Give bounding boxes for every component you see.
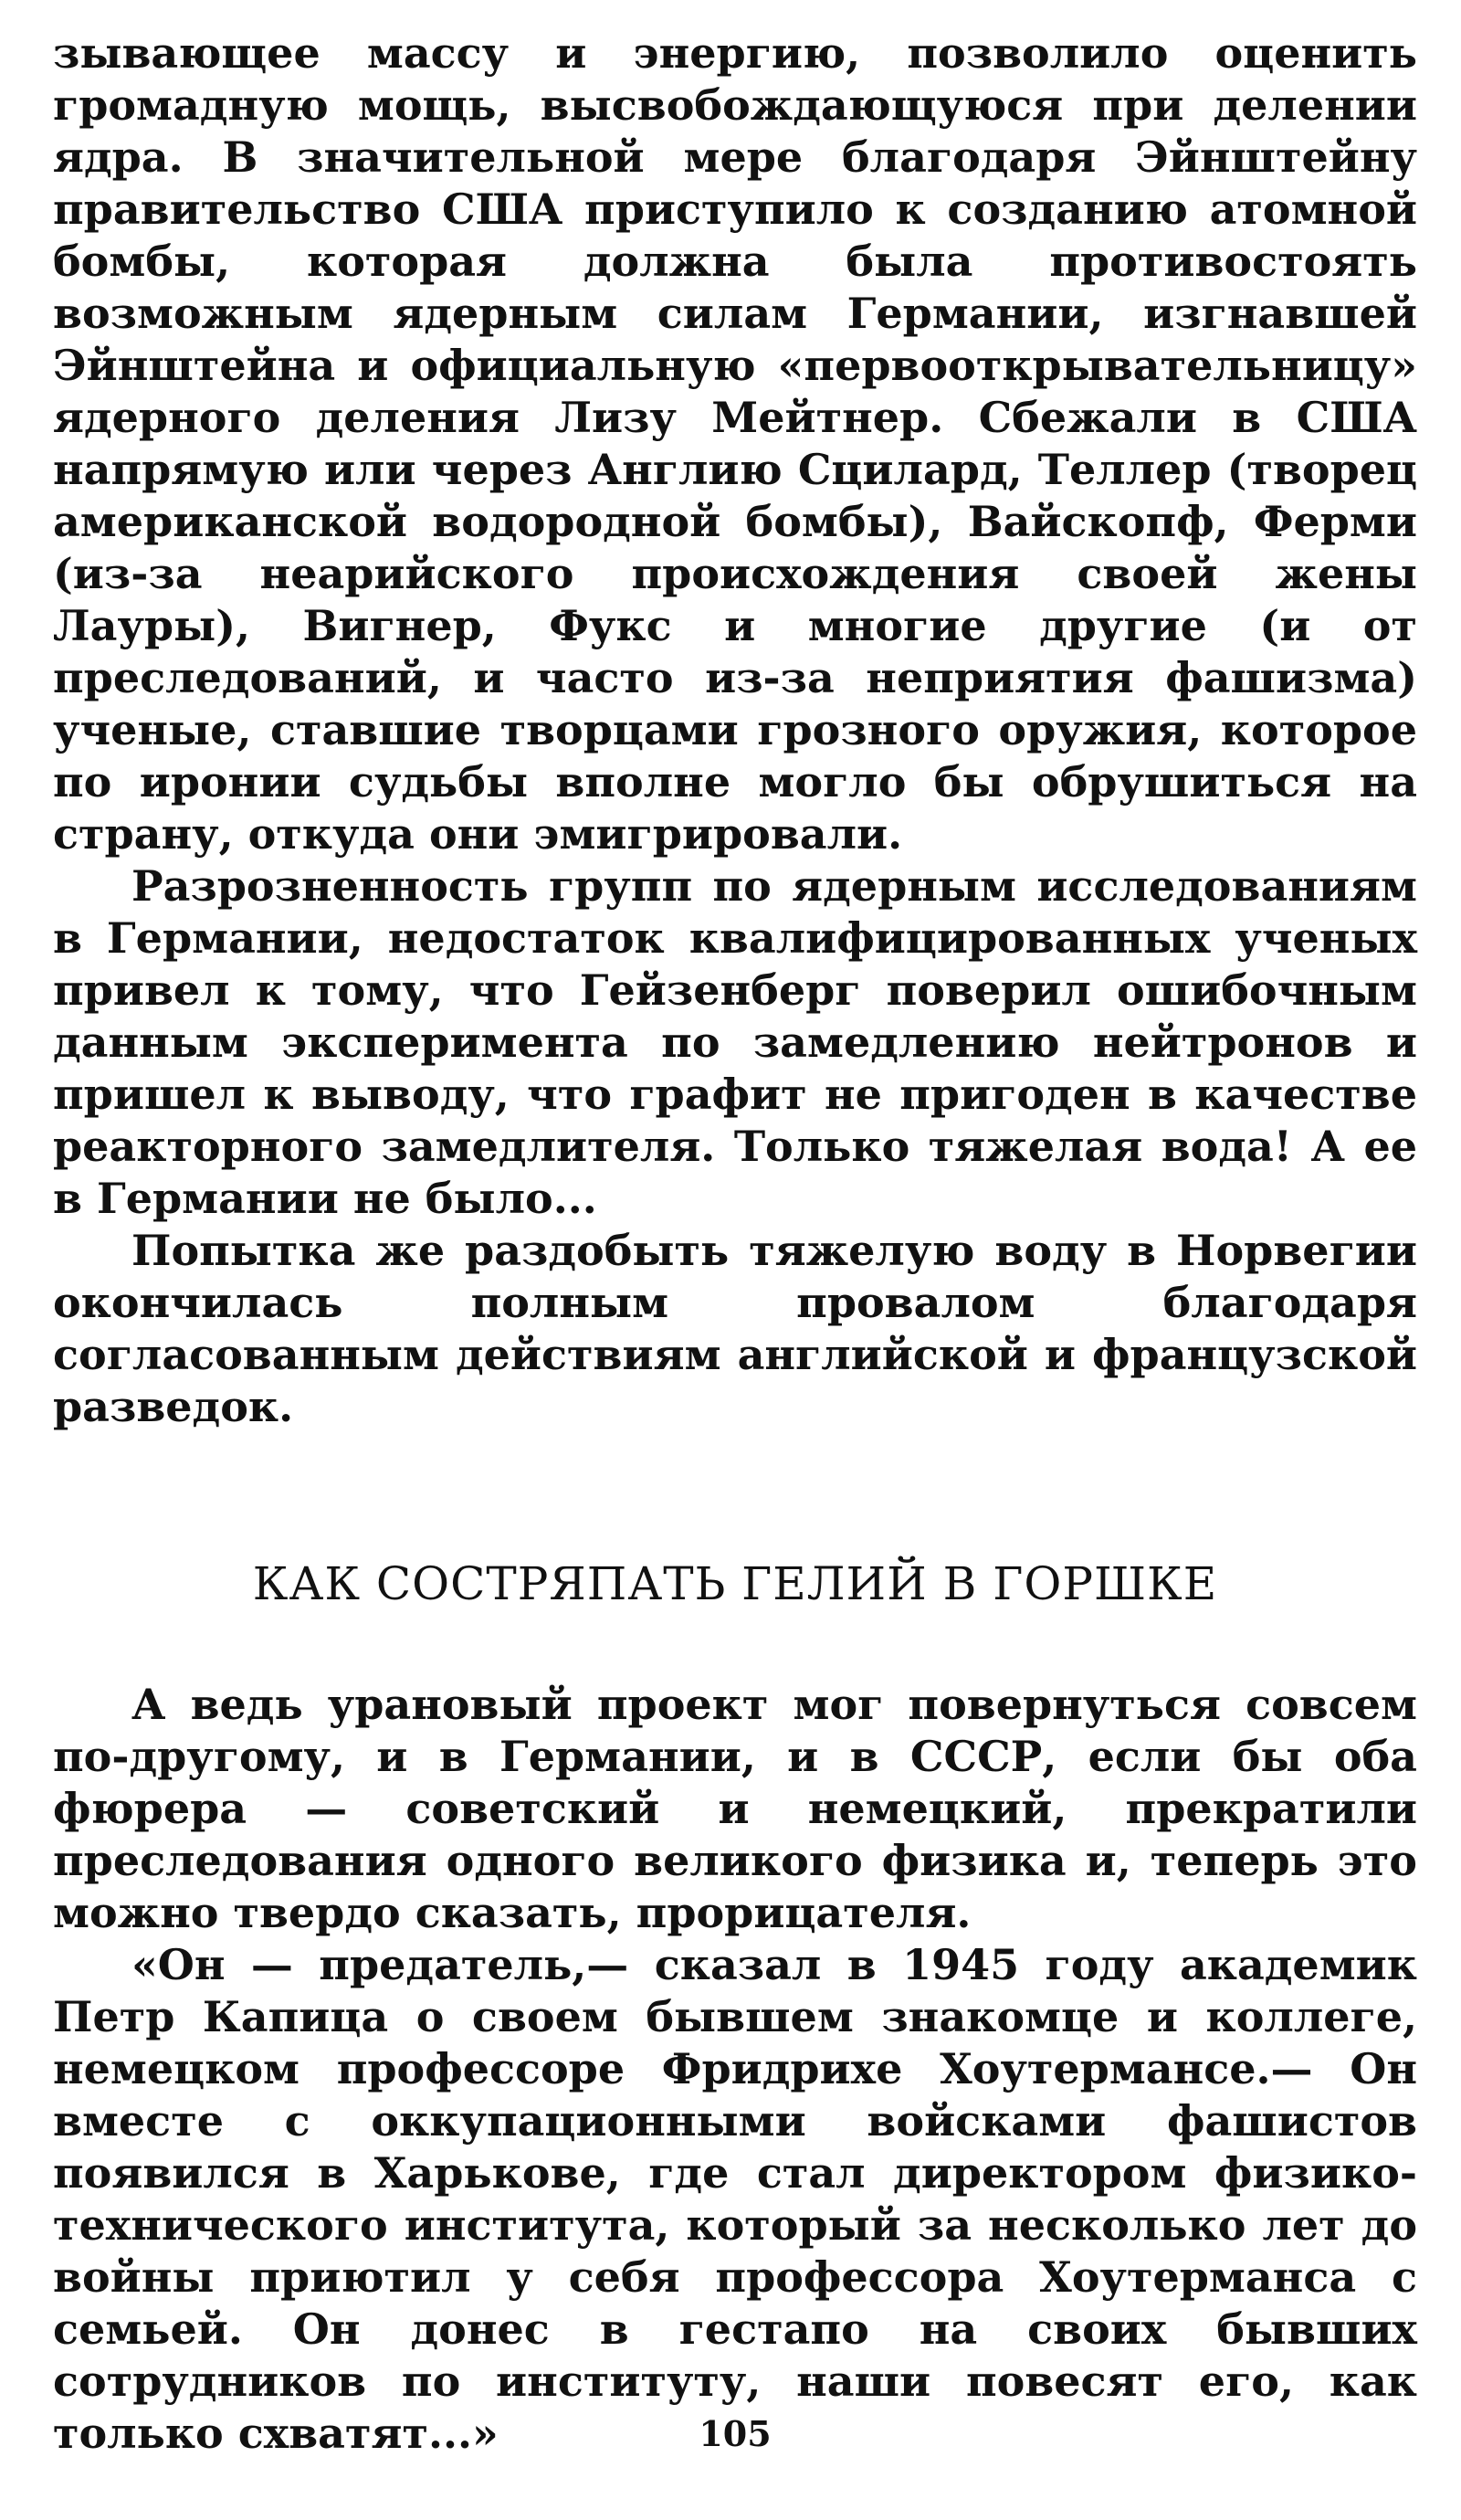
body-paragraph: «Он — предатель,— сказал в 1945 году академик Петр Капица о своем бывшем знакомце и коллеге, немецком профессоре Фридрихе Хоутермансе.— Он вместе с оккупационными войсками фашистов появился в Харькове, где стал директором физико-технического института, который за несколько лет до войны приютил у себя профессора Хоутерманса с семьей. Он донес в гестапо на своих бывших сотрудников по институту, наши повесят его, как только схватят...»	[53, 1940, 1417, 2458]
body-paragraph: А ведь урановый проект мог повернуться совсем по-другому, и в Германии, и в СССР, если бы оба фюрера — советский и немецкий, прекратили преследования одного великого физика и, теперь это можно твердо сказать, прорицателя.	[53, 1680, 1417, 1937]
book-page	[53, 27, 1417, 2494]
body-paragraph: Разрозненность групп по ядерным исследованиям в Германии, недостаток квалифицированных ученых привел к тому, что Гейзенберг поверил ошибочным данным эксперимента по замедлению нейтронов и пришел к выводу, что графит не пригоден в качестве реакторного замедлителя. Только тяжелая вода! А ее в Германии не было...	[53, 861, 1417, 1223]
body-paragraph-continued: зывающее массу и энергию, позволило оценить громадную мощь, высвобождающуюся при делении ядра. В значительной мере благодаря Эйнштейну правительство США приступило к созданию атомной бомбы, которая должна была противостоять возможным ядерным силам Германии, изгнавшей Эйнштейна и официальную «первооткрывательницу» ядерного деления Лизу Мейтнер. Сбежали в США напрямую или через Англию Сцилард, Теллер (творец американской водородной бомбы), Вайскопф, Ферми (из-за неарийского происхождения своей жены Лауры), Вигнер, Фукс и многие другие (и от преследований, и часто из-за неприятия фашизма) ученые, ставшие творцами грозного оружия, которое по иронии судьбы вполне могло бы обрушиться на страну, откуда они эмигрировали.	[53, 28, 1417, 859]
section-heading: КАК СОСТРЯПАТЬ ГЕЛИЙ В ГОРШКЕ	[252, 1557, 1218, 1610]
page-number: 105	[699, 2413, 772, 2454]
body-paragraph: Попытка же раздобыть тяжелую воду в Норвегии окончилась полным провалом благодаря согласованным действиям английской и французской разведок.	[53, 1226, 1417, 1431]
